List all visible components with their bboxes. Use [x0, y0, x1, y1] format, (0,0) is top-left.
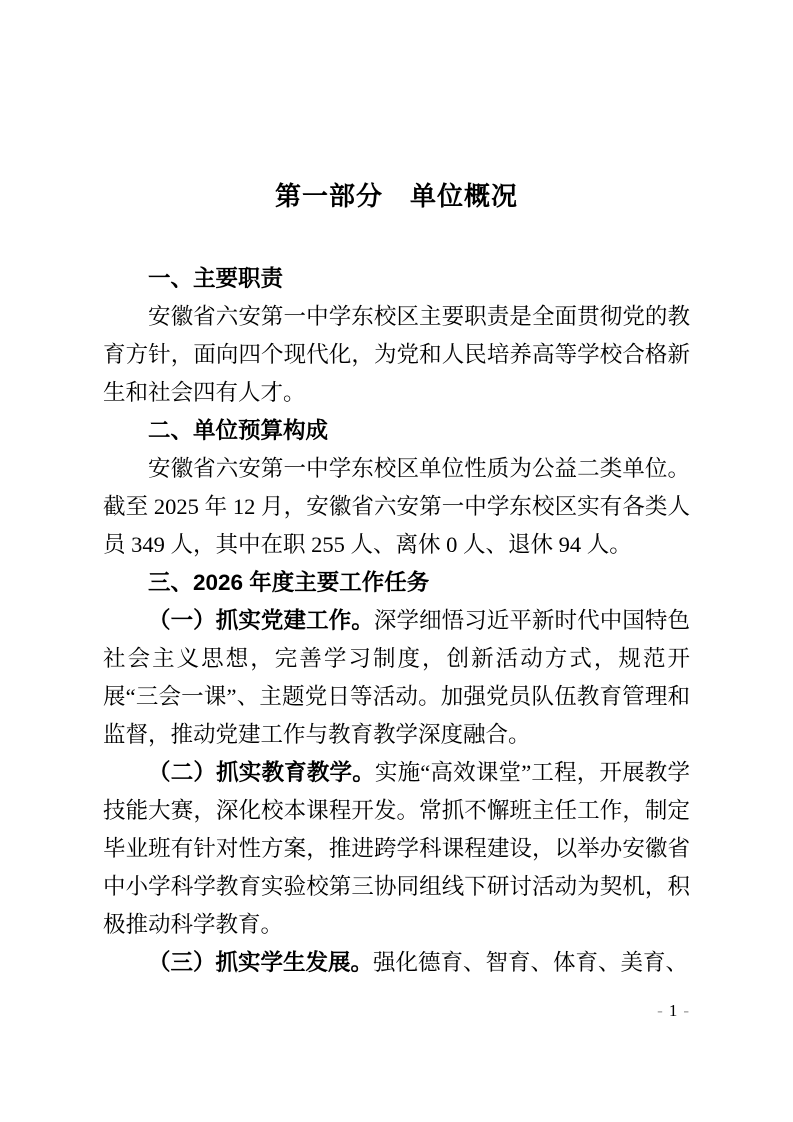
- task-item-lead: （三）抓实学生发展。: [148, 950, 374, 975]
- document-body: [103, 260, 690, 982]
- task-item-text: 实施“高效课堂”工程，开展教学技能大赛，深化校本课程开发。常抓不懈班主任工作，制定毕业班有针对性方案，推进跨学科课程建设，以举办安徽省中小学科学教育实验校第三协同组线下研讨活动为契机，积极推动科学教育。: [103, 760, 690, 937]
- page-number-dash-right: -: [683, 1001, 689, 1020]
- page-number: [651, 1001, 695, 1021]
- page-number-value: 1: [668, 1001, 678, 1020]
- page-number-dash-left: -: [657, 1001, 663, 1020]
- section-heading-main-duties: 一、主要职责: [148, 266, 284, 291]
- page-title: 第一部分 单位概况: [274, 181, 518, 211]
- task-item-party-building: [103, 602, 690, 754]
- task-item-student-development: [103, 944, 690, 982]
- paragraph: 安徽省六安第一中学东校区主要职责是全面贯彻党的教育方针，面向四个现代化，为党和人民培养高等学校合格新生和社会四有人才。: [103, 304, 690, 405]
- section-heading-budget-composition: 二、单位预算构成: [148, 418, 329, 443]
- task-item-lead: （一）抓实党建工作。: [148, 608, 374, 633]
- task-item-text: 深学细悟习近平新时代中国特色社会主义思想，完善学习制度，创新活动方式，规范开展“三会一课”、主题党日等活动。加强党员队伍教育管理和监督，推动党建工作与教育教学深度融合。: [103, 608, 690, 747]
- section-heading-annual-tasks: 三、2026 年度主要工作任务: [148, 570, 430, 595]
- task-item-text: 强化德育、智育、体育、美育、: [373, 950, 689, 975]
- paragraph: 安徽省六安第一中学东校区单位性质为公益二类单位。截至 2025 年 12 月，安徽省六安第一中学东校区实有各类人员 349 人，其中在职 255 人、离休 0 人、退休 94 人。: [103, 456, 690, 557]
- task-item-education-teaching: [103, 754, 690, 944]
- task-item-lead: （二）抓实教育教学。: [148, 760, 375, 785]
